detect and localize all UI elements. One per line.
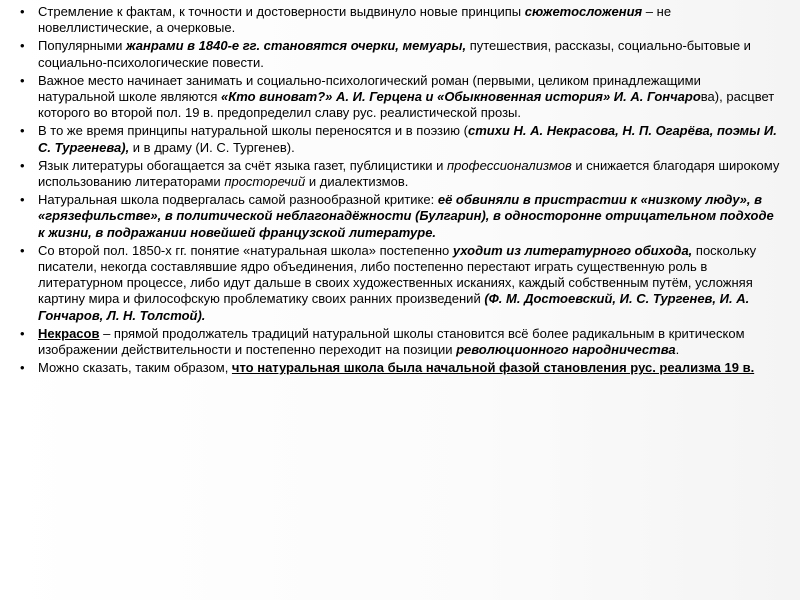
bullet-item <box>14 38 780 70</box>
text-segment: Язык литературы обогащается за счёт языка газет, публицистики и <box>38 157 447 173</box>
text-segment: В то же время принципы натуральной школы переносятся и в поэзию ( <box>38 123 468 139</box>
text-segment-emphasis: жанрами в 1840-е гг. становятся очерки, мемуары, <box>126 38 467 54</box>
bullet-list <box>14 4 780 376</box>
text-segment: ва), расцвет которого во второй пол. 19 в. предопределил славу рус. реалистической прозы. <box>38 89 775 121</box>
bullet-item <box>14 326 780 358</box>
text-segment: и диалектизмов. <box>305 174 409 190</box>
bullet-item <box>14 243 780 324</box>
text-segment: и снижается благодаря широкому использованию литераторами <box>38 157 780 190</box>
text-segment-underlined: Некрасов <box>38 325 100 341</box>
text-segment-emphasis: стихи Н. А. Некрасова, Н. П. Огарёва, поэмы И. С. Тургенева), <box>38 123 777 155</box>
text-segment: путешествия, рассказы, социально-бытовые и социально-психологические повести. <box>38 38 751 70</box>
text-segment: Можно сказать, таким образом, <box>38 360 232 376</box>
text-segment-emphasis: её обвиняли в пристрастии к «низкому люду», в «грязефильстве», в политической неблагонадёжности (Булгарин), в односторонне отрицательном подходе к жизни, в подражании новейшей французской литературе. <box>38 192 774 240</box>
text-segment: и в драму (И. С. Тургенев). <box>129 139 295 155</box>
text-segment: Популярными <box>38 38 127 54</box>
text-segment-emphasis: сюжетосложения <box>524 4 643 19</box>
bullet-item <box>14 158 780 190</box>
text-segment: Натуральная школа подвергалась самой разнообразной критике: <box>38 192 438 208</box>
text-segment: . <box>675 342 680 358</box>
bullet-item <box>14 360 780 376</box>
text-segment: Стремление к фактам, к точности и достоверности выдвинуло новые принципы <box>38 4 525 19</box>
bullet-item <box>14 123 780 155</box>
bullet-item <box>14 192 780 241</box>
text-segment-emphasis: уходит из литературного обихода, <box>452 242 693 258</box>
text-segment: поскольку писатели, некогда составлявшие ядро объединения, либо постепенно перестают играть существенную роль в литературном процессе, либо идут дальше в своих художественных исканиях, каждый собственным путём, усложняя картину мира и философскую проблематику своих ранних произведений <box>38 242 757 307</box>
text-segment-italic: профессионализмов <box>447 157 572 173</box>
bullet-item <box>14 4 780 36</box>
text-segment-emphasis: «Кто виноват?» А. И. Герцена и «Обыкновенная история» И. А. Гончаро <box>221 89 701 105</box>
text-segment: – не новеллистические, а очерковые. <box>38 4 672 36</box>
text-segment: Со второй пол. 1850-х гг. понятие «натуральная школа» постепенно <box>38 242 453 258</box>
text-segment-emphasis: революционного народничества <box>456 342 676 358</box>
text-segment: – прямой продолжатель традиций натуральной школы становится всё более радикальным в критическом изображении действительности и постепенно переходит на позиции <box>38 325 745 358</box>
text-segment-italic: просторечий <box>224 174 306 190</box>
text-segment-emphasis: (Ф. М. Достоевский, И. С. Тургенев, И. А. Гончаров, Л. Н. Толстой). <box>38 291 750 323</box>
bullet-item <box>14 73 780 122</box>
text-segment: Важное место начинает занимать и социально-психологический роман (первыми, целиком принадлежащими натуральной школе являются <box>38 72 701 105</box>
text-segment-underlined: что натуральная школа была начальной фазой становления рус. реализма 19 в. <box>231 360 755 376</box>
